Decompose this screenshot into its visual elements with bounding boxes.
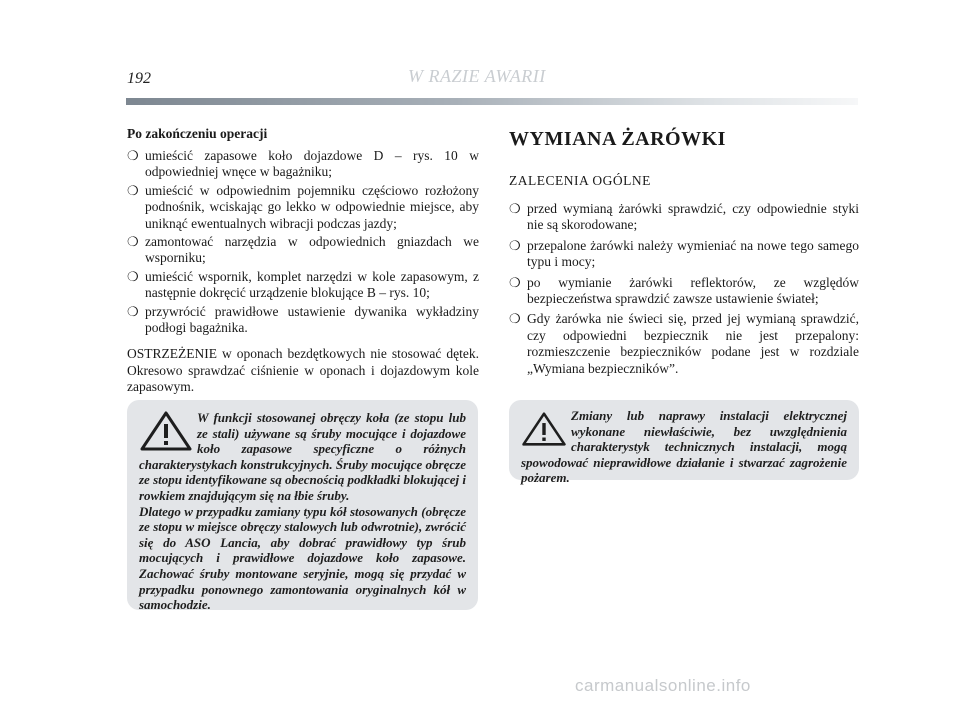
bullet-icon: ❍ (127, 148, 139, 163)
list-item: ❍ zamontować narzędzia w odpowiednich gniazdach we wsporniku; (127, 234, 479, 266)
bullet-icon: ❍ (127, 182, 139, 198)
wheel-bolts-warning-note (127, 400, 478, 613)
bullet-icon: ❍ (127, 234, 139, 250)
warning-triangle-icon (521, 408, 567, 450)
note-paragraph: Dlatego w przypadku zamiany typu kół stosowanych (obręcze ze stopu w miejsce obręczy stalowych lub odwrotnie), zwrócić się do ASO Lancia, aby dobrać prawidłowy typ śrub mocujących i prawidłowe dojazdowe koło zapasowe. Zachować śruby montowane seryjnie, mogą się przydać w przypadku ponownego zamontowania oryginalnych kół w samochodzie. (139, 503, 466, 613)
electrical-warning-note (509, 400, 859, 486)
list-item: ❍ przed wymianą żarówki sprawdzić, czy odpowiednie styki nie są skorodowane; (509, 201, 859, 233)
list-item: ❍ przepalone żarówki należy wymieniać na nowe tego samego typu i mocy; (509, 237, 859, 270)
list-item: ❍ umieścić wspornik, komplet narzędzi w kole zapasowym, z następnie dokręcić urządzenie blokujące B – rys. 10; (127, 268, 479, 301)
list-item: ❍ Gdy żarówka nie świeci się, przed jej wymianą sprawdzić, czy odpowiedni bezpiecznik nie jest przepalony: rozmieszczenie bezpieczników podane jest w rozdziale „Wymiana bezpieczników”. (509, 311, 859, 376)
bullet-icon: ❍ (509, 237, 521, 253)
note-paragraph: Zmiany lub naprawy instalacji elektrycznej wykonane niewłaściwie, bez uwzględnienia charakterystyk technicznych instalacji, mogą spowodować nieprawidłowe działanie i stwarzać zagrożenie pożarem. (521, 408, 847, 486)
bullet-icon: ❍ (509, 311, 521, 327)
left-column (127, 124, 479, 396)
list-item: ❍ po wymianie żarówki reflektorów, ze względów bezpieczeństwa sprawdzić zawsze ustawienie świateł; (509, 274, 859, 307)
subheading-after-operation: Po zakończeniu operacji (127, 126, 268, 141)
header-rule (126, 98, 858, 105)
warning-triangle-icon (139, 410, 193, 452)
left-bullet-list (127, 148, 479, 336)
right-bullet-list (509, 201, 859, 377)
list-item: ❍ umieścić w odpowiednim pojemniku częściowo rozłożony podnośnik, wciskając go lekko w odpowiednie miejsce, aby uniknąć ewentualnych wibracji podczas jazdy; (127, 182, 479, 231)
list-item: ❍ umieścić zapasowe koło dojazdowe D – rys. 10 w odpowiedniej wnęce w bagażniku; (127, 148, 479, 180)
bullet-icon: ❍ (509, 274, 521, 290)
running-header-title: W RAZIE AWARII (408, 66, 546, 86)
right-column (509, 124, 859, 381)
list-item: ❍ przywrócić prawidłowe ustawienie dywanika wykładziny podłogi bagażnika. (127, 303, 479, 336)
bullet-icon: ❍ (509, 201, 521, 216)
note-paragraph: W funkcji stosowanej obręczy koła (ze stopu lub ze stali) używane są śruby mocujące i dojazdowe koło zapasowe specyficzne o różnych charakterystykach konstrukcyjnych. Śruby mocujące obręcze ze stopu identyfikowane są obecnością podkładki blokującej i rowkiem znajdującym się na łbie śruby. (139, 410, 466, 503)
section-subtitle: ZALECENIA OGÓLNE (509, 173, 651, 188)
tubeless-warning-text: OSTRZEŻENIE w oponach bezdętkowych nie stosować dętek. Okresowo sprawdzać ciśnienie w oponach i dojazdowym kole zapasowym. (127, 346, 479, 395)
watermark: carmanualsonline.info (575, 676, 751, 695)
bullet-icon: ❍ (127, 268, 139, 284)
page-number: 192 (127, 70, 151, 87)
section-title: WYMIANA ŻARÓWKI (509, 128, 726, 150)
bullet-icon: ❍ (127, 303, 139, 319)
